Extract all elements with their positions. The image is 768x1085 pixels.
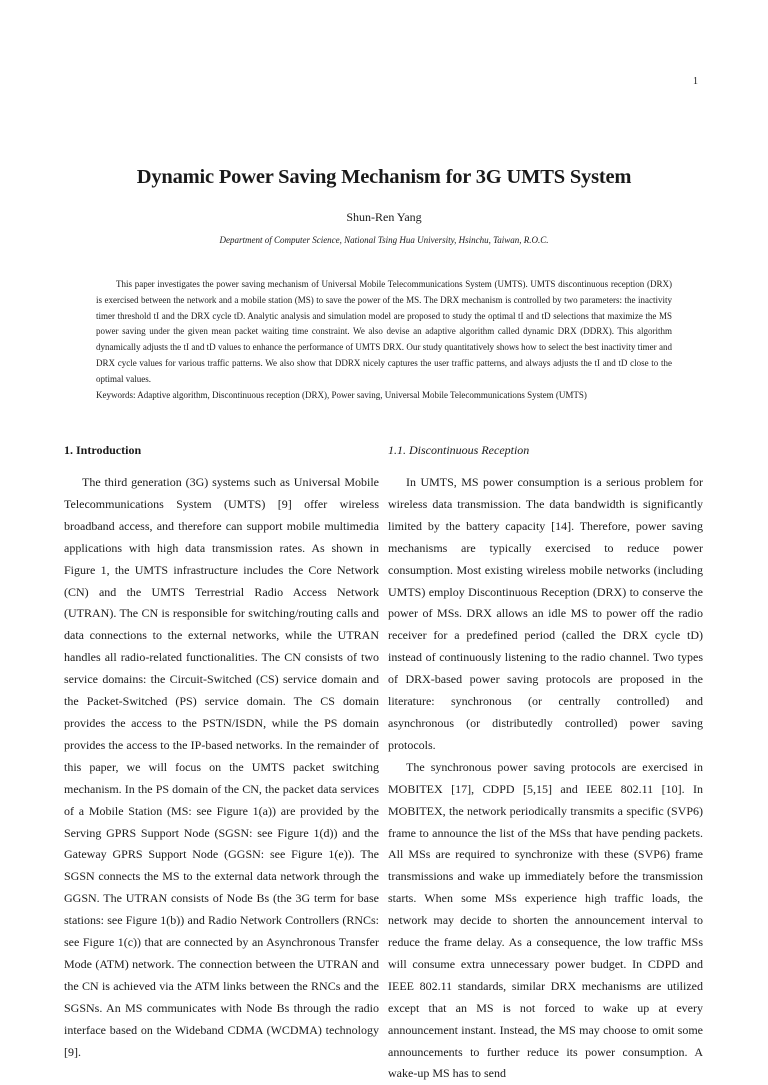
abstract	[96, 277, 672, 388]
drx-paragraph-2: The synchronous power saving protocols are exercised in MOBITEX [17], CDPD [5,15] and IEEE 802.11 [10]. In MOBITEX, the network periodically transmits a specific (SVP6) frame to announce the list of the MSs that have pending packets. All MSs are required to synchronize with these (SVP6) frame transmissions and wake up immediately before the transmission starts. When some MSs experience high traffic loads, the network may decide to shorten the announcement interval to reduce the frame delay. As a consequence, the low traffic MSs will consume extra unnecessary power budget. In CDPD and IEEE 802.11 standards, similar DRX mechanisms are utilized except that an MS is not forced to wake up at every announcement instant. Instead, the MS may choose to omit some announcements to further reduce its power consumption. A wake-up MS has to send	[388, 759, 703, 1081]
abstract-text: This paper investigates the power saving mechanism of Universal Mobile Telecommunications System (UMTS). UMTS discontinuous reception (DRX) is exercised between the network and a mobile station (MS) to save the power of the MS. The DRX mechanism is controlled by two parameters: the inactivity timer threshold tI and the DRX cycle tD. Analytic analysis and simulation model are proposed to study the optimal tI and tD selections that maximize the MS power saving under the given mean packet waiting time constraint. We also devise an adaptive algorithm called dynamic DRX (DDRX). This algorithm dynamically adjusts the tI and tD values to enhance the performance of UMTS DRX. Our study quantitatively shows how to select the best inactivity timer and DRX cycle values for various traffic patterns. We also show that DDRX nicely captures the user traffic patterns, and always adjusts the tI and tD close to the optimal values.	[96, 279, 672, 384]
introduction-paragraph: The third generation (3G) systems such as Universal Mobile Telecommunications System (UMTS) [9] offer wireless broadband access, and therefore can support mobile multimedia applications with high data transmission rates. As shown in Figure 1, the UMTS infrastructure includes the Core Network (CN) and the UMTS Terrestrial Radio Access Network (UTRAN). The CN is responsible for switching/routing calls and data connections to the external networks, while the UTRAN handles all radio-related functionalities. The CN consists of two service domains: the Circuit-Switched (CS) service domain and the Packet-Switched (PS) service domain. The CS domain provides the access to the PSTN/ISDN, while the PS domain provides the access to the IP-based networks. In the remainder of this paper, we will focus on the UMTS packet switching mechanism. In the PS domain of the CN, the packet data services of a Mobile Station (MS: see Figure 1(a)) are provided by the Serving GPRS Support Node (SGSN: see Figure 1(d)) and the Gateway GPRS Support Node (GGSN: see Figure 1(e)). The SGSN connects the MS to the external data network through the GGSN. The UTRAN consists of Node Bs (the 3G term for base stations: see Figure 1(b)) and Radio Network Controllers (RNCs: see Figure 1(c)) that are connected by an Asynchronous Transfer Mode (ATM) network. The connection between the UTRAN and the CN is achieved via the ATM links between the RNCs and the SGSNs. An MS communicates with Node Bs through the radio interface based on the Wideband CDMA (WCDMA) technology [9].	[64, 475, 379, 1059]
author-name: Shun-Ren Yang	[346, 210, 422, 224]
keywords: Keywords: Adaptive algorithm, Discontinuous reception (DRX), Power saving, Universal Mobile Telecommunications System (UMTS)	[96, 390, 587, 400]
author-affiliation: Department of Computer Science, National Tsing Hua University, Hsinchu, Taiwan, R.O.C.	[219, 235, 549, 245]
subsection-heading-drx: 1.1. Discontinuous Reception	[388, 443, 530, 457]
paper-title: Dynamic Power Saving Mechanism for 3G UMTS System	[136, 166, 632, 188]
page-number: 1	[693, 76, 698, 87]
section-heading-introduction: 1. Introduction	[64, 443, 142, 457]
right-column	[388, 440, 703, 1085]
left-column	[64, 440, 379, 1063]
drx-paragraph-1: In UMTS, MS power consumption is a serious problem for wireless data transmission. The data bandwidth is significantly limited by the battery capacity [14]. Therefore, power saving mechanisms are typically exercised to reduce power consumption. Most existing wireless mobile networks (including UMTS) employ Discontinuous Reception (DRX) to conserve the power of MSs. DRX allows an idle MS to power off the radio receiver for a predefined period (called the DRX cycle tD) instead of continuously listening to the radio channel. Two types of DRX-based power saving protocols are proposed in the literature: synchronous (or centrally controlled) and asynchronous (or distributedly controlled) power saving protocols.	[388, 475, 703, 752]
